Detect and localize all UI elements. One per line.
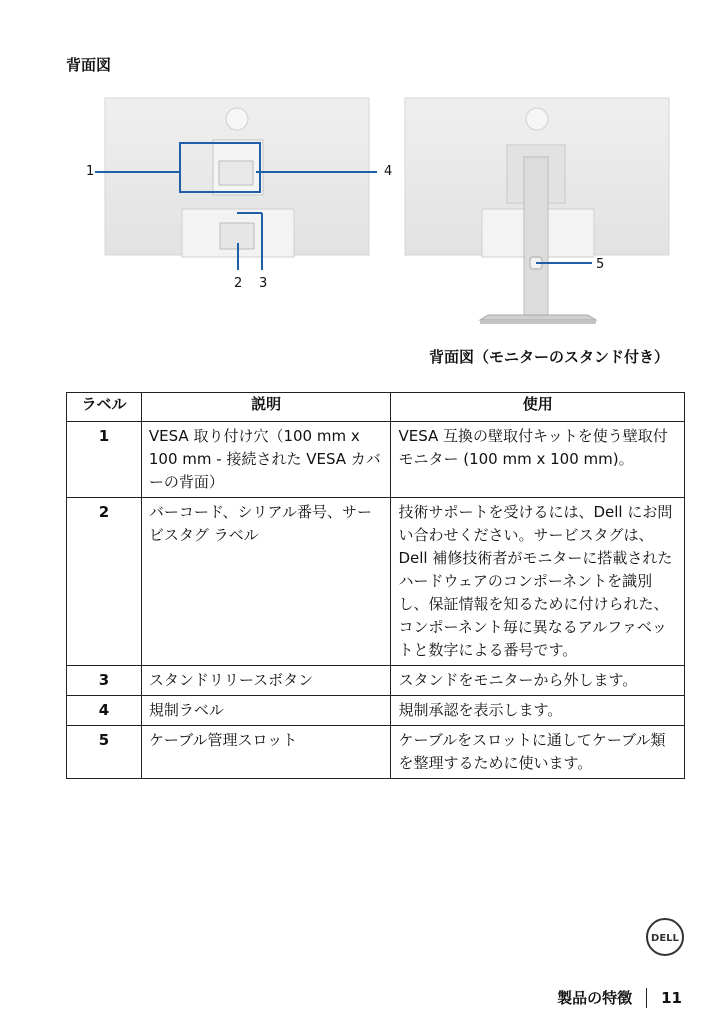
row-description: VESA 取り付け穴（100 mm x 100 mm - 接続された VESA カバーの背面） <box>141 422 391 498</box>
footer-section-name: 製品の特徴 <box>557 989 633 1007</box>
page-number: 11 <box>661 988 682 1007</box>
table-row <box>67 666 685 696</box>
row-use: VESA 互換の壁取付キットを使う壁取付モニター (100 mm x 100 mm)。 <box>391 422 685 498</box>
callout-2: 2 <box>234 276 243 291</box>
row-description: バーコード、シリアル番号、サービスタグ ラベル <box>141 498 391 666</box>
dell-logo <box>645 917 685 957</box>
callout-5: 5 <box>596 257 605 272</box>
rear-view-figure <box>80 95 393 300</box>
table-row <box>67 422 685 498</box>
row-description: 規制ラベル <box>141 696 391 726</box>
callout-1: 1 <box>86 164 95 179</box>
dell-logo-text: DELL <box>651 933 679 944</box>
table-row <box>67 726 685 779</box>
table-row <box>67 696 685 726</box>
figure-caption: 背面図（モニターのスタンド付き） <box>428 348 669 366</box>
row-use: 技術サポートを受けるには、Dell にお問い合わせください。サービスタグは、Dell 補修技術者がモニターに搭載されたハードウェアのコンポーネントを識別し、保証情報を知るために付けられた、コンポーネント毎に異なるアルファベットと数字による番号です。 <box>391 498 685 666</box>
row-label: 4 <box>67 696 142 726</box>
table-row <box>67 498 685 666</box>
section-title: 背面図 <box>66 56 112 74</box>
row-label: 2 <box>67 498 142 666</box>
row-description: ケーブル管理スロット <box>141 726 391 779</box>
table-header-row <box>67 393 685 422</box>
column-header-description: 説明 <box>141 393 391 422</box>
callout-4: 4 <box>384 164 393 179</box>
label-description-table <box>66 392 685 779</box>
row-label: 5 <box>67 726 142 779</box>
row-use: ケーブルをスロットに通してケーブル類を整理するために使います。 <box>391 726 685 779</box>
rear-view-with-stand-figure <box>402 95 672 330</box>
row-description: スタンドリリースボタン <box>141 666 391 696</box>
column-header-label: ラベル <box>67 393 142 422</box>
row-use: スタンドをモニターから外します。 <box>391 666 685 696</box>
footer-divider <box>646 988 647 1008</box>
page-footer <box>557 987 682 1008</box>
column-header-use: 使用 <box>391 393 685 422</box>
callout-3: 3 <box>259 276 268 291</box>
row-label: 1 <box>67 422 142 498</box>
row-use: 規制承認を表示します。 <box>391 696 685 726</box>
row-label: 3 <box>67 666 142 696</box>
